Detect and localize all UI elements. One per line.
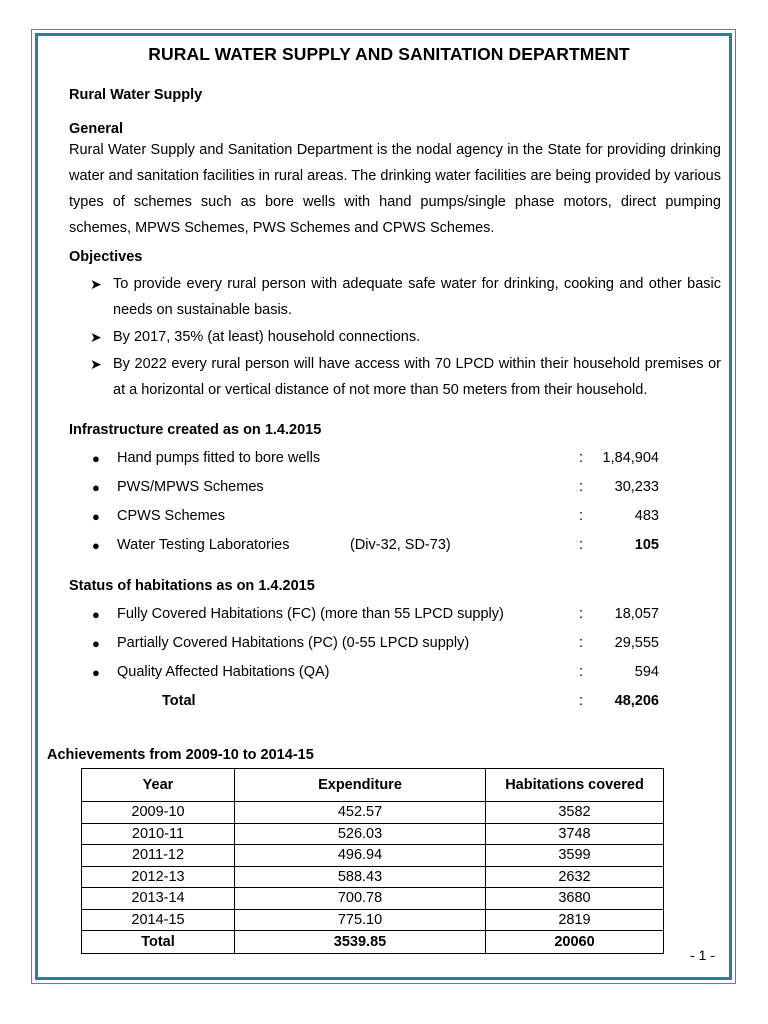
column-header-habitations-covered: Habitations covered xyxy=(486,769,664,802)
list-item xyxy=(69,629,723,658)
list-item xyxy=(69,271,723,323)
heading-habitations-status: Status of habitations as on 1.4.2015 xyxy=(69,578,315,594)
column-header-year: Year xyxy=(82,769,235,802)
dot-bullet-icon: ● xyxy=(92,480,100,495)
cell-habitations: 2819 xyxy=(486,909,664,931)
cell-habitations: 3582 xyxy=(486,802,664,824)
habitation-value: 18,057 xyxy=(614,606,659,622)
list-item xyxy=(69,600,723,629)
dot-bullet-icon: ● xyxy=(92,665,100,680)
infrastructure-note: (Div-32, SD-73) xyxy=(350,537,451,553)
cell-expenditure: 588.43 xyxy=(235,866,486,888)
page-number: - 1 - xyxy=(690,947,715,963)
habitations-total-row xyxy=(69,687,723,716)
habitation-label: Quality Affected Habitations (QA) xyxy=(117,664,330,680)
table-row xyxy=(82,802,664,824)
table-row xyxy=(82,866,664,888)
list-item xyxy=(69,658,723,687)
infrastructure-label: CPWS Schemes xyxy=(117,508,225,524)
infrastructure-value: 105 xyxy=(634,537,659,553)
objective-text: By 2017, 35% (at least) household connections. xyxy=(113,329,421,345)
infrastructure-value: 30,233 xyxy=(614,479,659,495)
habitation-label: Total xyxy=(162,693,196,709)
page-content xyxy=(45,44,723,969)
table-total-row xyxy=(82,931,664,954)
list-item xyxy=(69,324,723,350)
cell-expenditure: 775.10 xyxy=(235,909,486,931)
colon-separator: : xyxy=(579,537,584,553)
habitation-value: 29,555 xyxy=(614,635,659,651)
cell-total-expenditure: 3539.85 xyxy=(235,931,486,954)
habitations-list xyxy=(45,600,723,716)
dot-bullet-icon: ● xyxy=(92,509,100,524)
cell-habitations: 3748 xyxy=(486,823,664,845)
list-item xyxy=(69,444,723,473)
colon-separator: : xyxy=(579,606,584,622)
cell-year: 2013-14 xyxy=(82,888,235,910)
infrastructure-value: 1,84,904 xyxy=(602,450,659,466)
habitation-label: Partially Covered Habitations (PC) (0-55 LPCD supply) xyxy=(117,635,470,651)
infrastructure-list xyxy=(45,444,723,560)
infrastructure-label: PWS/MPWS Schemes xyxy=(117,479,264,495)
cell-total-label: Total xyxy=(82,931,235,954)
table-header-row xyxy=(82,769,664,802)
cell-year: 2011-12 xyxy=(82,845,235,867)
cell-year: 2010-11 xyxy=(82,823,235,845)
dot-bullet-icon: ● xyxy=(92,607,100,622)
arrow-bullet-icon: ➤ xyxy=(90,276,102,292)
cell-expenditure: 526.03 xyxy=(235,823,486,845)
arrow-bullet-icon: ➤ xyxy=(90,356,102,372)
objective-text: By 2022 every rural person will have access with 70 LPCD within their household premises or at a horizontal or vertical distance of not more than 50 meters from their household. xyxy=(113,356,721,398)
table-row xyxy=(82,888,664,910)
cell-habitations: 3599 xyxy=(486,845,664,867)
objectives-list xyxy=(45,271,723,403)
list-item xyxy=(69,473,723,502)
section-title-rural-water-supply: Rural Water Supply xyxy=(69,87,203,103)
page-title: RURAL WATER SUPPLY AND SANITATION DEPARTMENT xyxy=(148,44,630,64)
cell-habitations: 3680 xyxy=(486,888,664,910)
infrastructure-label: Water Testing Laboratories xyxy=(117,537,290,553)
arrow-bullet-icon: ➤ xyxy=(90,329,102,345)
cell-expenditure: 452.57 xyxy=(235,802,486,824)
list-item xyxy=(69,531,723,560)
heading-infrastructure: Infrastructure created as on 1.4.2015 xyxy=(69,422,322,438)
achievements-table xyxy=(81,768,664,954)
cell-year: 2014-15 xyxy=(82,909,235,931)
paragraph-general: Rural Water Supply and Sanitation Department is the nodal agency in the State for providing drinking water and sanitation facilities in rural areas. The drinking water facilities are being provided by various types of schemes such as bore wells with hand pumps/single phase motors, direct pumping schemes, MPWS Schemes, PWS Schemes and CPWS Schemes. xyxy=(69,142,721,236)
colon-separator: : xyxy=(579,664,584,680)
list-item xyxy=(69,351,723,403)
colon-separator: : xyxy=(579,479,584,495)
infrastructure-label: Hand pumps fitted to bore wells xyxy=(117,450,321,466)
dot-bullet-icon: ● xyxy=(92,451,100,466)
column-header-expenditure: Expenditure xyxy=(235,769,486,802)
cell-year: 2009-10 xyxy=(82,802,235,824)
heading-achievements: Achievements from 2009-10 to 2014-15 xyxy=(47,747,314,763)
table-row xyxy=(82,845,664,867)
colon-separator: : xyxy=(579,508,584,524)
colon-separator: : xyxy=(579,635,584,651)
table-row xyxy=(82,823,664,845)
dot-bullet-icon: ● xyxy=(92,636,100,651)
cell-habitations: 2632 xyxy=(486,866,664,888)
table-row xyxy=(82,909,664,931)
colon-separator: : xyxy=(579,450,584,466)
cell-expenditure: 496.94 xyxy=(235,845,486,867)
colon-separator: : xyxy=(579,693,584,709)
cell-total-habitations: 20060 xyxy=(486,931,664,954)
habitation-label: Fully Covered Habitations (FC) (more than 55 LPCD supply) xyxy=(117,606,504,622)
habitation-value: 48,206 xyxy=(614,693,659,709)
dot-bullet-icon: ● xyxy=(92,538,100,553)
objective-text: To provide every rural person with adequate safe water for drinking, cooking and other basic needs on sustainable basis. xyxy=(113,276,721,318)
heading-objectives: Objectives xyxy=(69,249,143,265)
habitation-value: 594 xyxy=(634,664,659,680)
cell-year: 2012-13 xyxy=(82,866,235,888)
infrastructure-value: 483 xyxy=(634,508,659,524)
list-item xyxy=(69,502,723,531)
cell-expenditure: 700.78 xyxy=(235,888,486,910)
heading-general: General xyxy=(69,121,123,137)
